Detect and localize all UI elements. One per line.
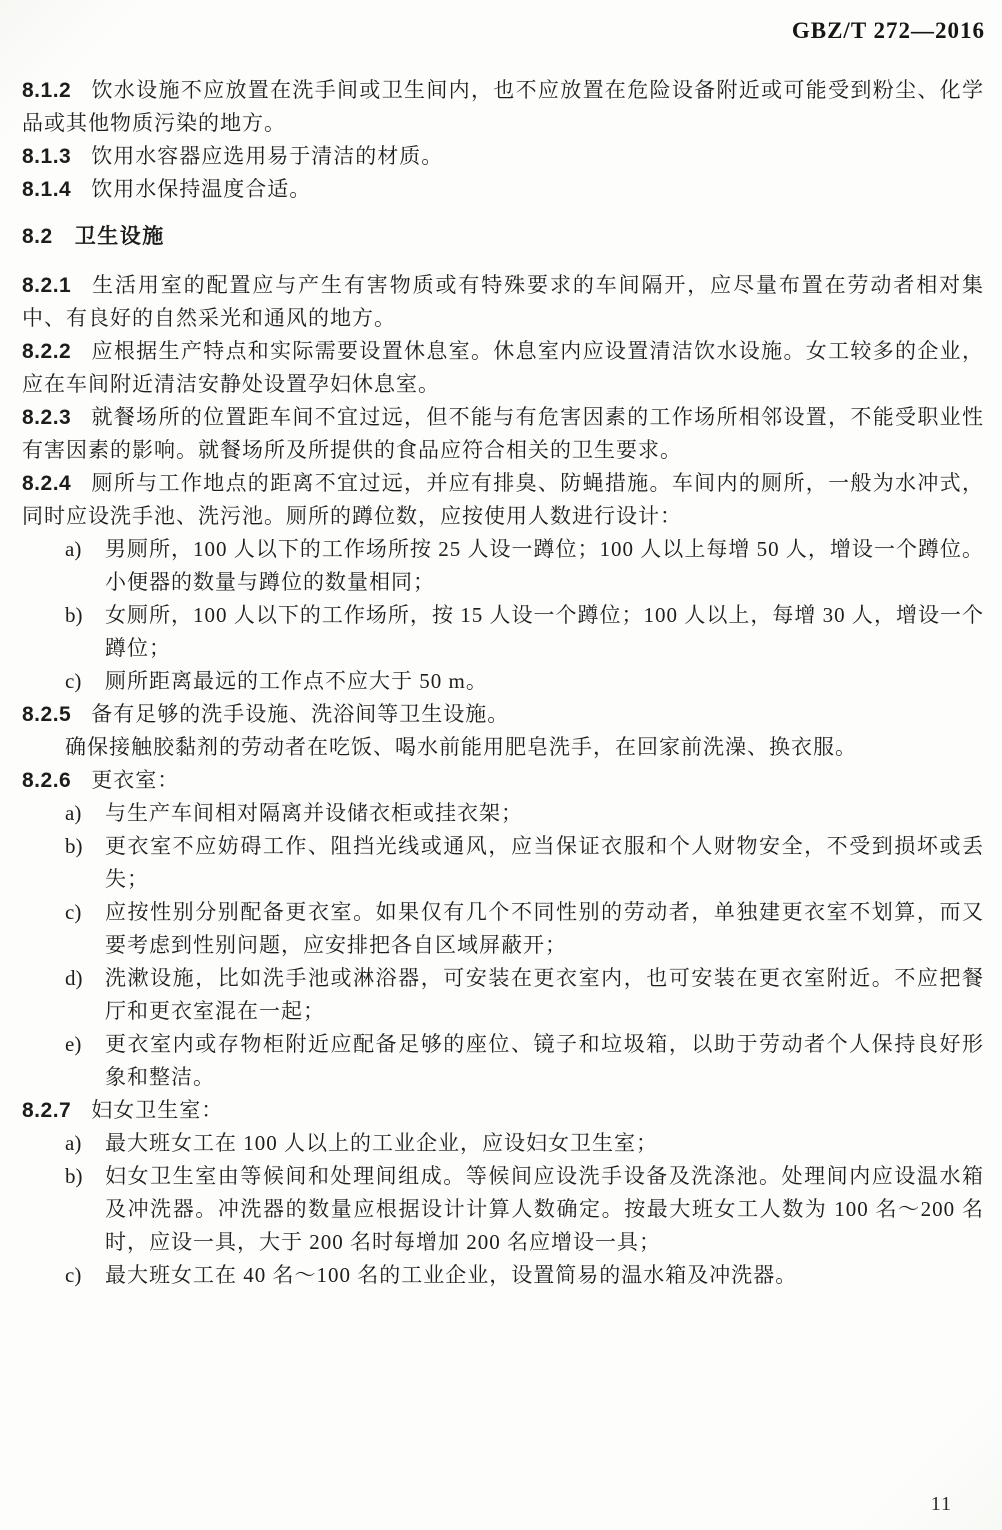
note-paragraph: 确保接触胶黏剂的劳动者在吃饭、喝水前能用肥皂洗手，在回家前洗澡、换衣服。 [65, 735, 857, 759]
list-item [22, 797, 984, 830]
list-item-label: a) [65, 801, 82, 825]
list-item-label: b) [65, 1164, 83, 1188]
list-item [22, 1160, 984, 1259]
list-item [22, 1028, 984, 1094]
clause-8-2-2 [22, 335, 984, 401]
list-item-label: a) [65, 1131, 82, 1155]
clause-8-2-6 [22, 764, 984, 797]
clause-text: 备有足够的洗手设施、洗浴间等卫生设施。 [91, 702, 510, 726]
toilet-requirements-list [22, 533, 984, 698]
list-item-label: c) [65, 1263, 82, 1287]
list-item [22, 962, 984, 1028]
clause-text: 厕所与工作地点的距离不宜过远，并应有排臭、防蝇措施。车间内的厕所，一般为水冲式，同时应设洗手池、洗污池。厕所的蹲位数，应按使用人数进行设计： [22, 471, 984, 528]
list-item [22, 896, 984, 962]
list-item [22, 599, 984, 665]
clause-number: 8.2.5 [22, 703, 72, 726]
list-item-text: 男厕所，100 人以下的工作场所按 25 人设一蹲位；100 人以上每增 50 人，增设一个蹲位。小便器的数量与蹲位的数量相同； [105, 537, 984, 594]
list-item-label: e) [65, 1032, 82, 1056]
list-item [22, 533, 984, 599]
list-item-label: a) [65, 537, 82, 561]
clause-8-2-3 [22, 401, 984, 467]
clause-8-1-2 [22, 74, 984, 140]
list-item [22, 1127, 984, 1160]
list-item-label: b) [65, 603, 83, 627]
clause-text: 就餐场所的位置距车间不宜过远，但不能与有危害因素的工作场所相邻设置，不能受职业性有害因素的影响。就餐场所及所提供的食品应符合相关的卫生要求。 [22, 405, 984, 462]
clause-number: 8.2.3 [22, 406, 72, 429]
section-heading-8-2 [22, 220, 984, 253]
clause-number: 8.2.6 [22, 769, 72, 792]
list-item [22, 830, 984, 896]
list-item [22, 665, 984, 698]
changing-room-list [22, 797, 984, 1094]
clause-8-1-3 [22, 140, 984, 173]
list-item-text: 女厕所，100 人以下的工作场所，按 15 人设一个蹲位；100 人以上，每增 30 人，增设一个蹲位； [105, 603, 984, 660]
womens-hygiene-room-list [22, 1127, 984, 1292]
list-item-label: b) [65, 834, 83, 858]
list-item-label: c) [65, 900, 82, 924]
clause-number: 8.2.2 [22, 340, 72, 363]
clause-text: 饮用水容器应选用易于清洁的材质。 [91, 144, 444, 168]
list-item-text: 更衣室不应妨碍工作、阻挡光线或通风，应当保证衣服和个人财物安全，不受到损坏或丢失； [105, 834, 984, 891]
list-item-text: 厕所距离最远的工作点不应大于 50 m。 [105, 669, 488, 693]
clause-number: 8.2.1 [22, 274, 72, 297]
list-item-text: 与生产车间相对隔离并设储衣柜或挂衣架； [105, 801, 523, 825]
list-item [22, 1259, 984, 1292]
clause-8-1-4 [22, 173, 984, 206]
clause-8-2-1 [22, 269, 984, 335]
clause-number: 8.1.4 [22, 178, 72, 201]
list-item-text: 应按性别分别配备更衣室。如果仅有几个不同性别的劳动者，单独建更衣室不划算，而又要考虑到性别问题，应安排把各自区域屏蔽开； [105, 900, 984, 957]
section-number: 8.2 [22, 225, 53, 248]
clause-number: 8.2.7 [22, 1099, 72, 1122]
section-title: 卫生设施 [74, 225, 165, 248]
clause-text: 妇女卫生室： [91, 1098, 224, 1122]
clause-text: 更衣室： [91, 768, 180, 792]
list-item-text: 妇女卫生室由等候间和处理间组成。等候间应设洗手设备及洗涤池。处理间内应设温水箱及冲洗器。冲洗器的数量应根据设计计算人数确定。按最大班女工人数为 100 名～200 名时，应设一具，大于 200 名时每增加 200 名应增设一具； [105, 1164, 984, 1254]
clause-number: 8.1.3 [22, 145, 72, 168]
standard-code: GBZ/T 272—2016 [791, 18, 985, 43]
list-item-text: 最大班女工在 100 人以上的工业企业，应设妇女卫生室； [105, 1131, 658, 1155]
list-item-label: d) [65, 966, 83, 990]
clause-number: 8.2.4 [22, 472, 72, 495]
clause-text: 饮用水保持温度合适。 [91, 177, 312, 201]
list-item-label: c) [65, 669, 82, 693]
clause-8-2-4 [22, 467, 984, 533]
list-item-text: 最大班女工在 40 名～100 名的工业企业，设置简易的温水箱及冲洗器。 [105, 1263, 798, 1287]
clause-text: 生活用室的配置应与产生有害物质或有特殊要求的车间隔开，应尽量布置在劳动者相对集中、有良好的自然采光和通风的地方。 [22, 273, 984, 330]
document-body [22, 74, 984, 1292]
clause-number: 8.1.2 [22, 79, 72, 102]
page-number: 11 [930, 1493, 952, 1515]
clause-8-2-7 [22, 1094, 984, 1127]
list-item-text: 更衣室内或存物柜附近应配备足够的座位、镜子和垃圾箱，以助于劳动者个人保持良好形象和整洁。 [105, 1032, 984, 1089]
clause-text: 应根据生产特点和实际需要设置休息室。休息室内应设置清洁饮水设施。女工较多的企业，应在车间附近清洁安静处设置孕妇休息室。 [22, 339, 984, 396]
clause-8-2-5 [22, 698, 984, 731]
list-item-text: 洗漱设施，比如洗手池或淋浴器，可安装在更衣室内，也可安装在更衣室附近。不应把餐厅和更衣室混在一起； [105, 966, 984, 1023]
clause-text: 饮水设施不应放置在洗手间或卫生间内，也不应放置在危险设备附近或可能受到粉尘、化学品或其他物质污染的地方。 [22, 78, 984, 135]
